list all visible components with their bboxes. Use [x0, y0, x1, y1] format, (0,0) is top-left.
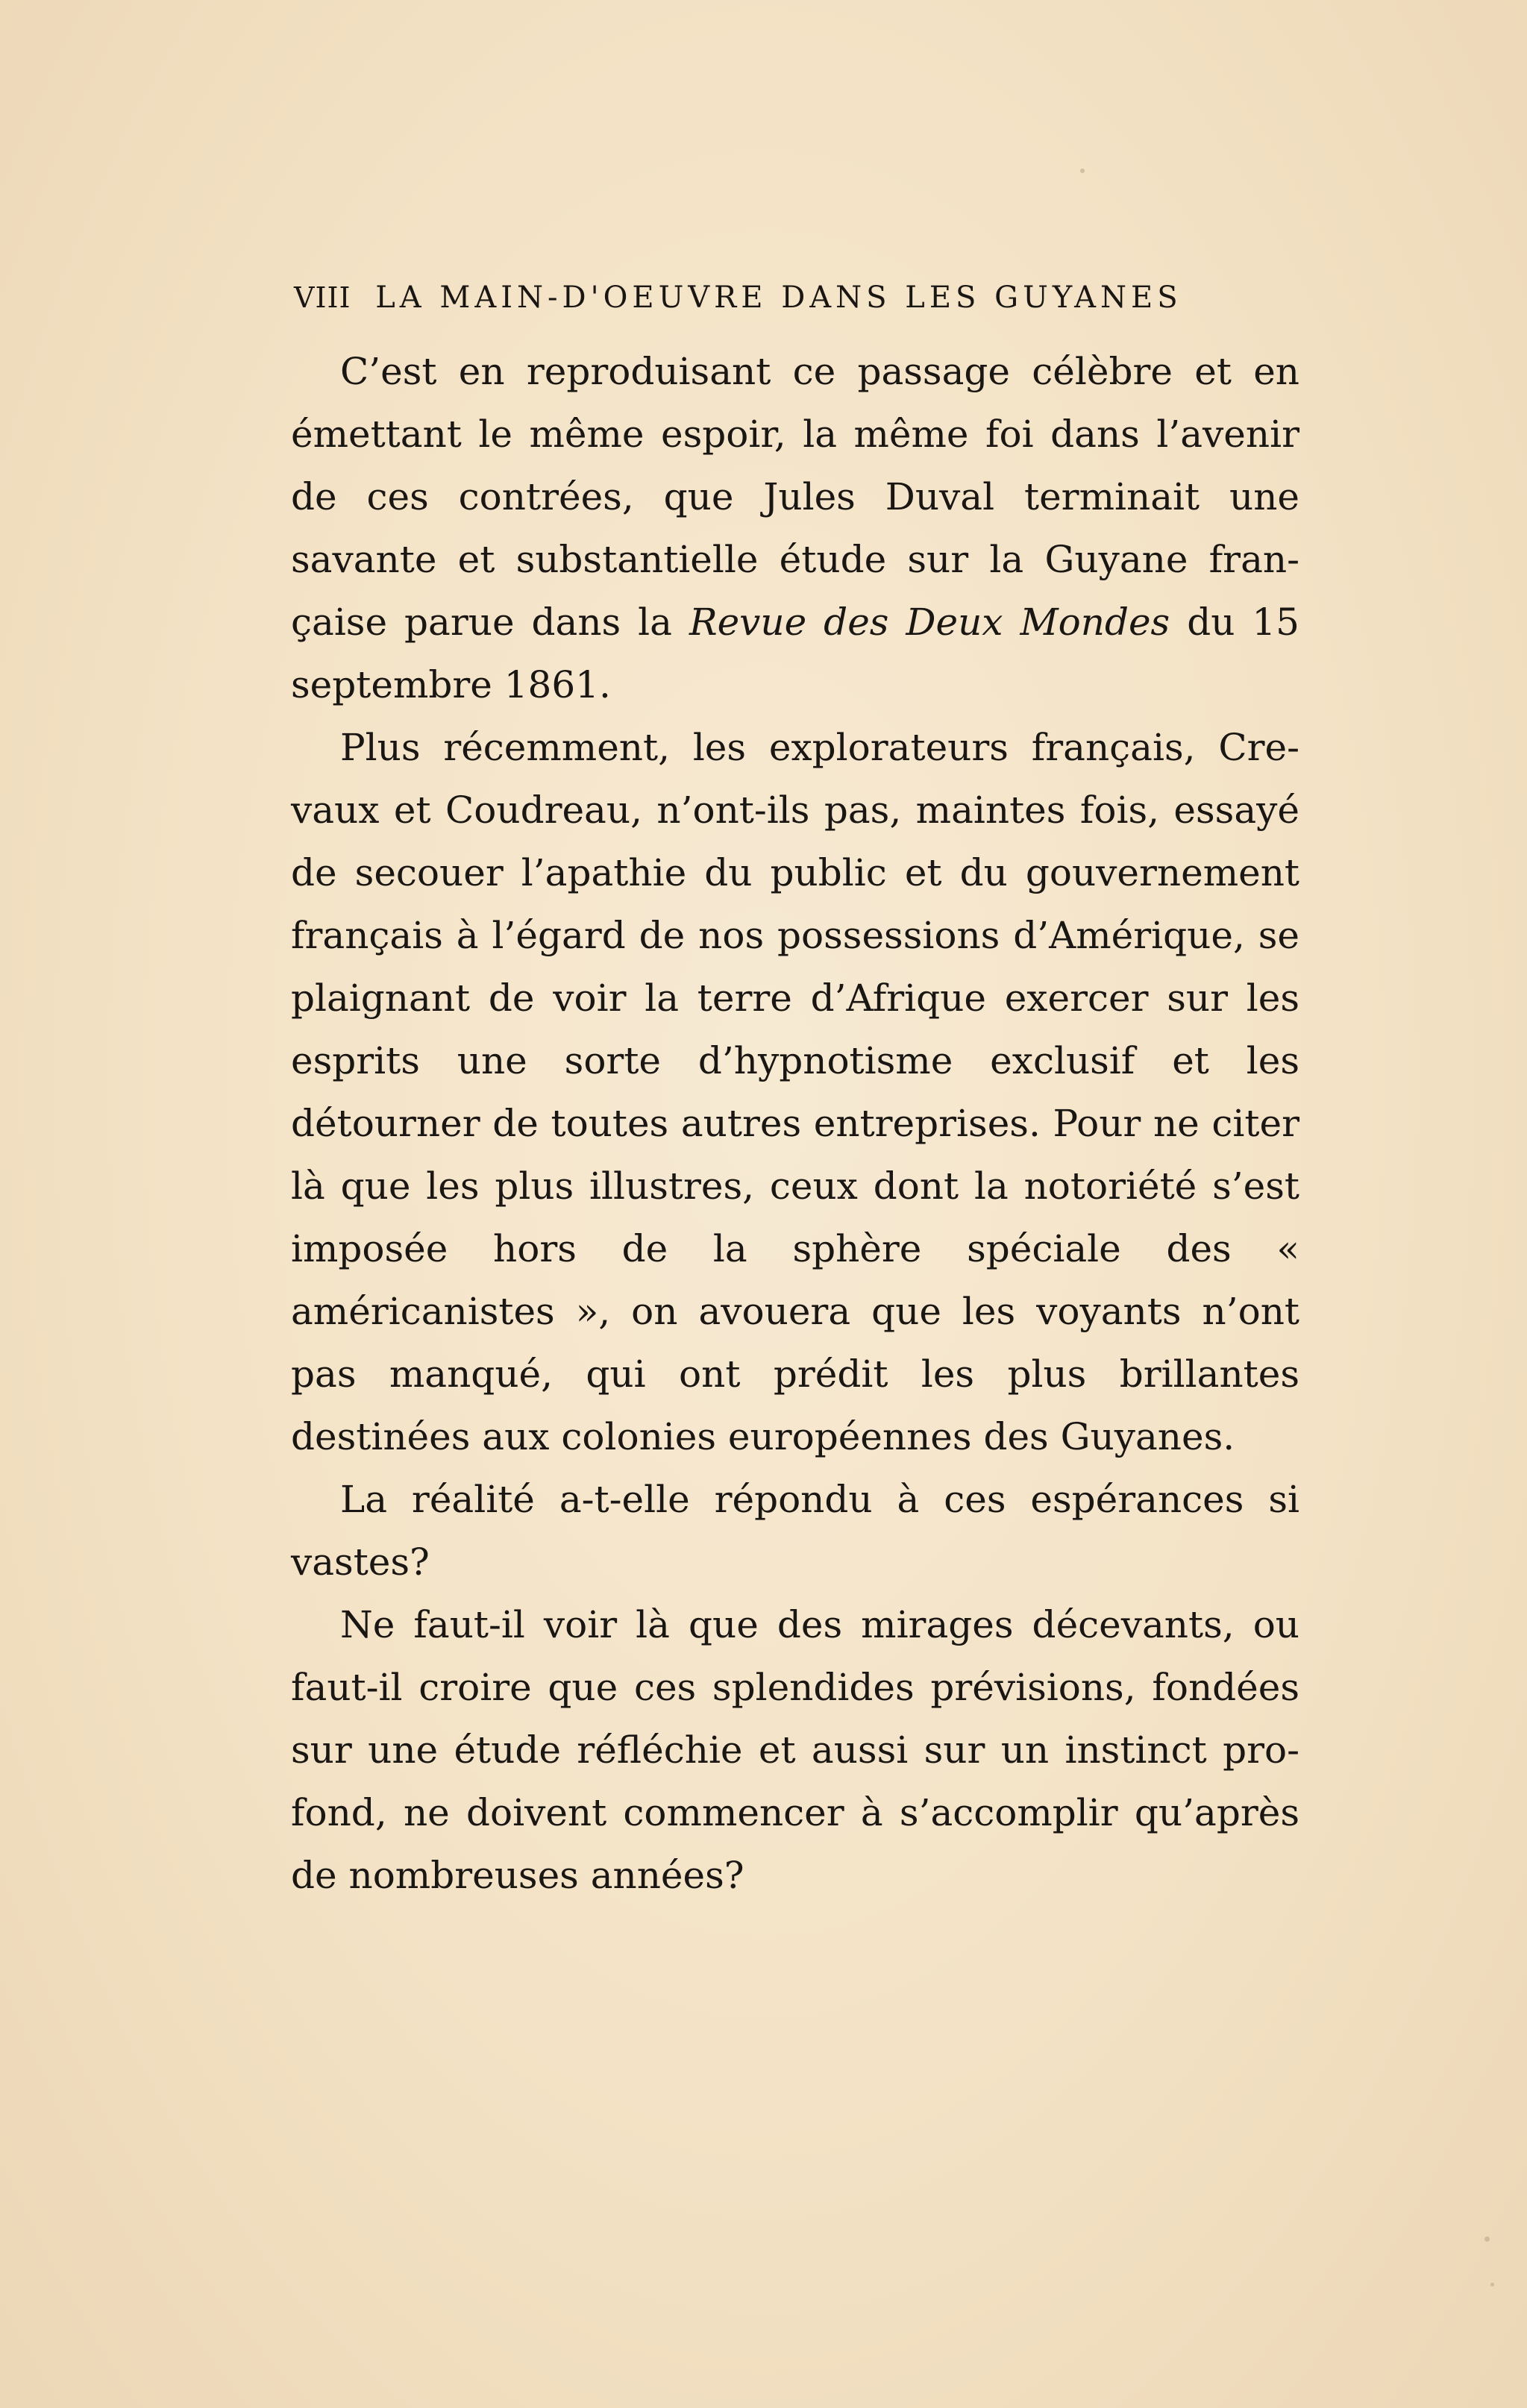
running-title: LA MAIN-D'OEUVRE DANS LES GUYANES	[375, 280, 1182, 315]
paragraph: Ne faut-il voir là que des mirages décevants, ou faut-il croire que ces splendides prévisions, fondées sur une étude réfléchie et aussi sur un instinct profond, ne doivent commencer à s’accomplir qu’après de nombreuses années?	[291, 1603, 1299, 1897]
paragraph	[291, 340, 1299, 716]
paper-speck	[1484, 2236, 1490, 2242]
running-header	[294, 277, 1264, 319]
paragraph-text: du 15 septembre 1861.	[291, 601, 1299, 706]
journal-title: Revue des Deux Mondes	[689, 601, 1170, 644]
paragraph-text: C’est en reproduisant ce passage célèbre et en émettant le même espoir, la même foi dans l’avenir de ces contrées, que Jules Duval terminait une savante et substantielle étude sur la Guyane française parue dans la	[291, 350, 1299, 644]
paragraph: La réalité a-t-elle répondu à ces espérances si vastes?	[291, 1478, 1299, 1584]
paper-speck	[1490, 2283, 1494, 2286]
page-number: VIII	[294, 281, 351, 314]
body-text	[291, 340, 1299, 1907]
paragraph: Plus récemment, les explorateurs français, Crevaux et Coudreau, n’ont-ils pas, maintes fois, essayé de secouer l’apathie du public et du gouvernement français à l’égard de nos possessions d’Amérique, se plaignant de voir la terre d’Afrique exercer sur les esprits une sorte d’hypnotisme exclusif et les détourner de toutes autres entreprises. Pour ne citer là que les plus illustres, ceux dont la notoriété s’est imposée hors de la sphère spéciale des « américanistes », on avouera que les voyants n’ont pas manqué, qui ont prédit les plus brillantes destinées aux colonies européennes des Guyanes.	[291, 726, 1299, 1458]
paper-speck	[1080, 169, 1085, 173]
